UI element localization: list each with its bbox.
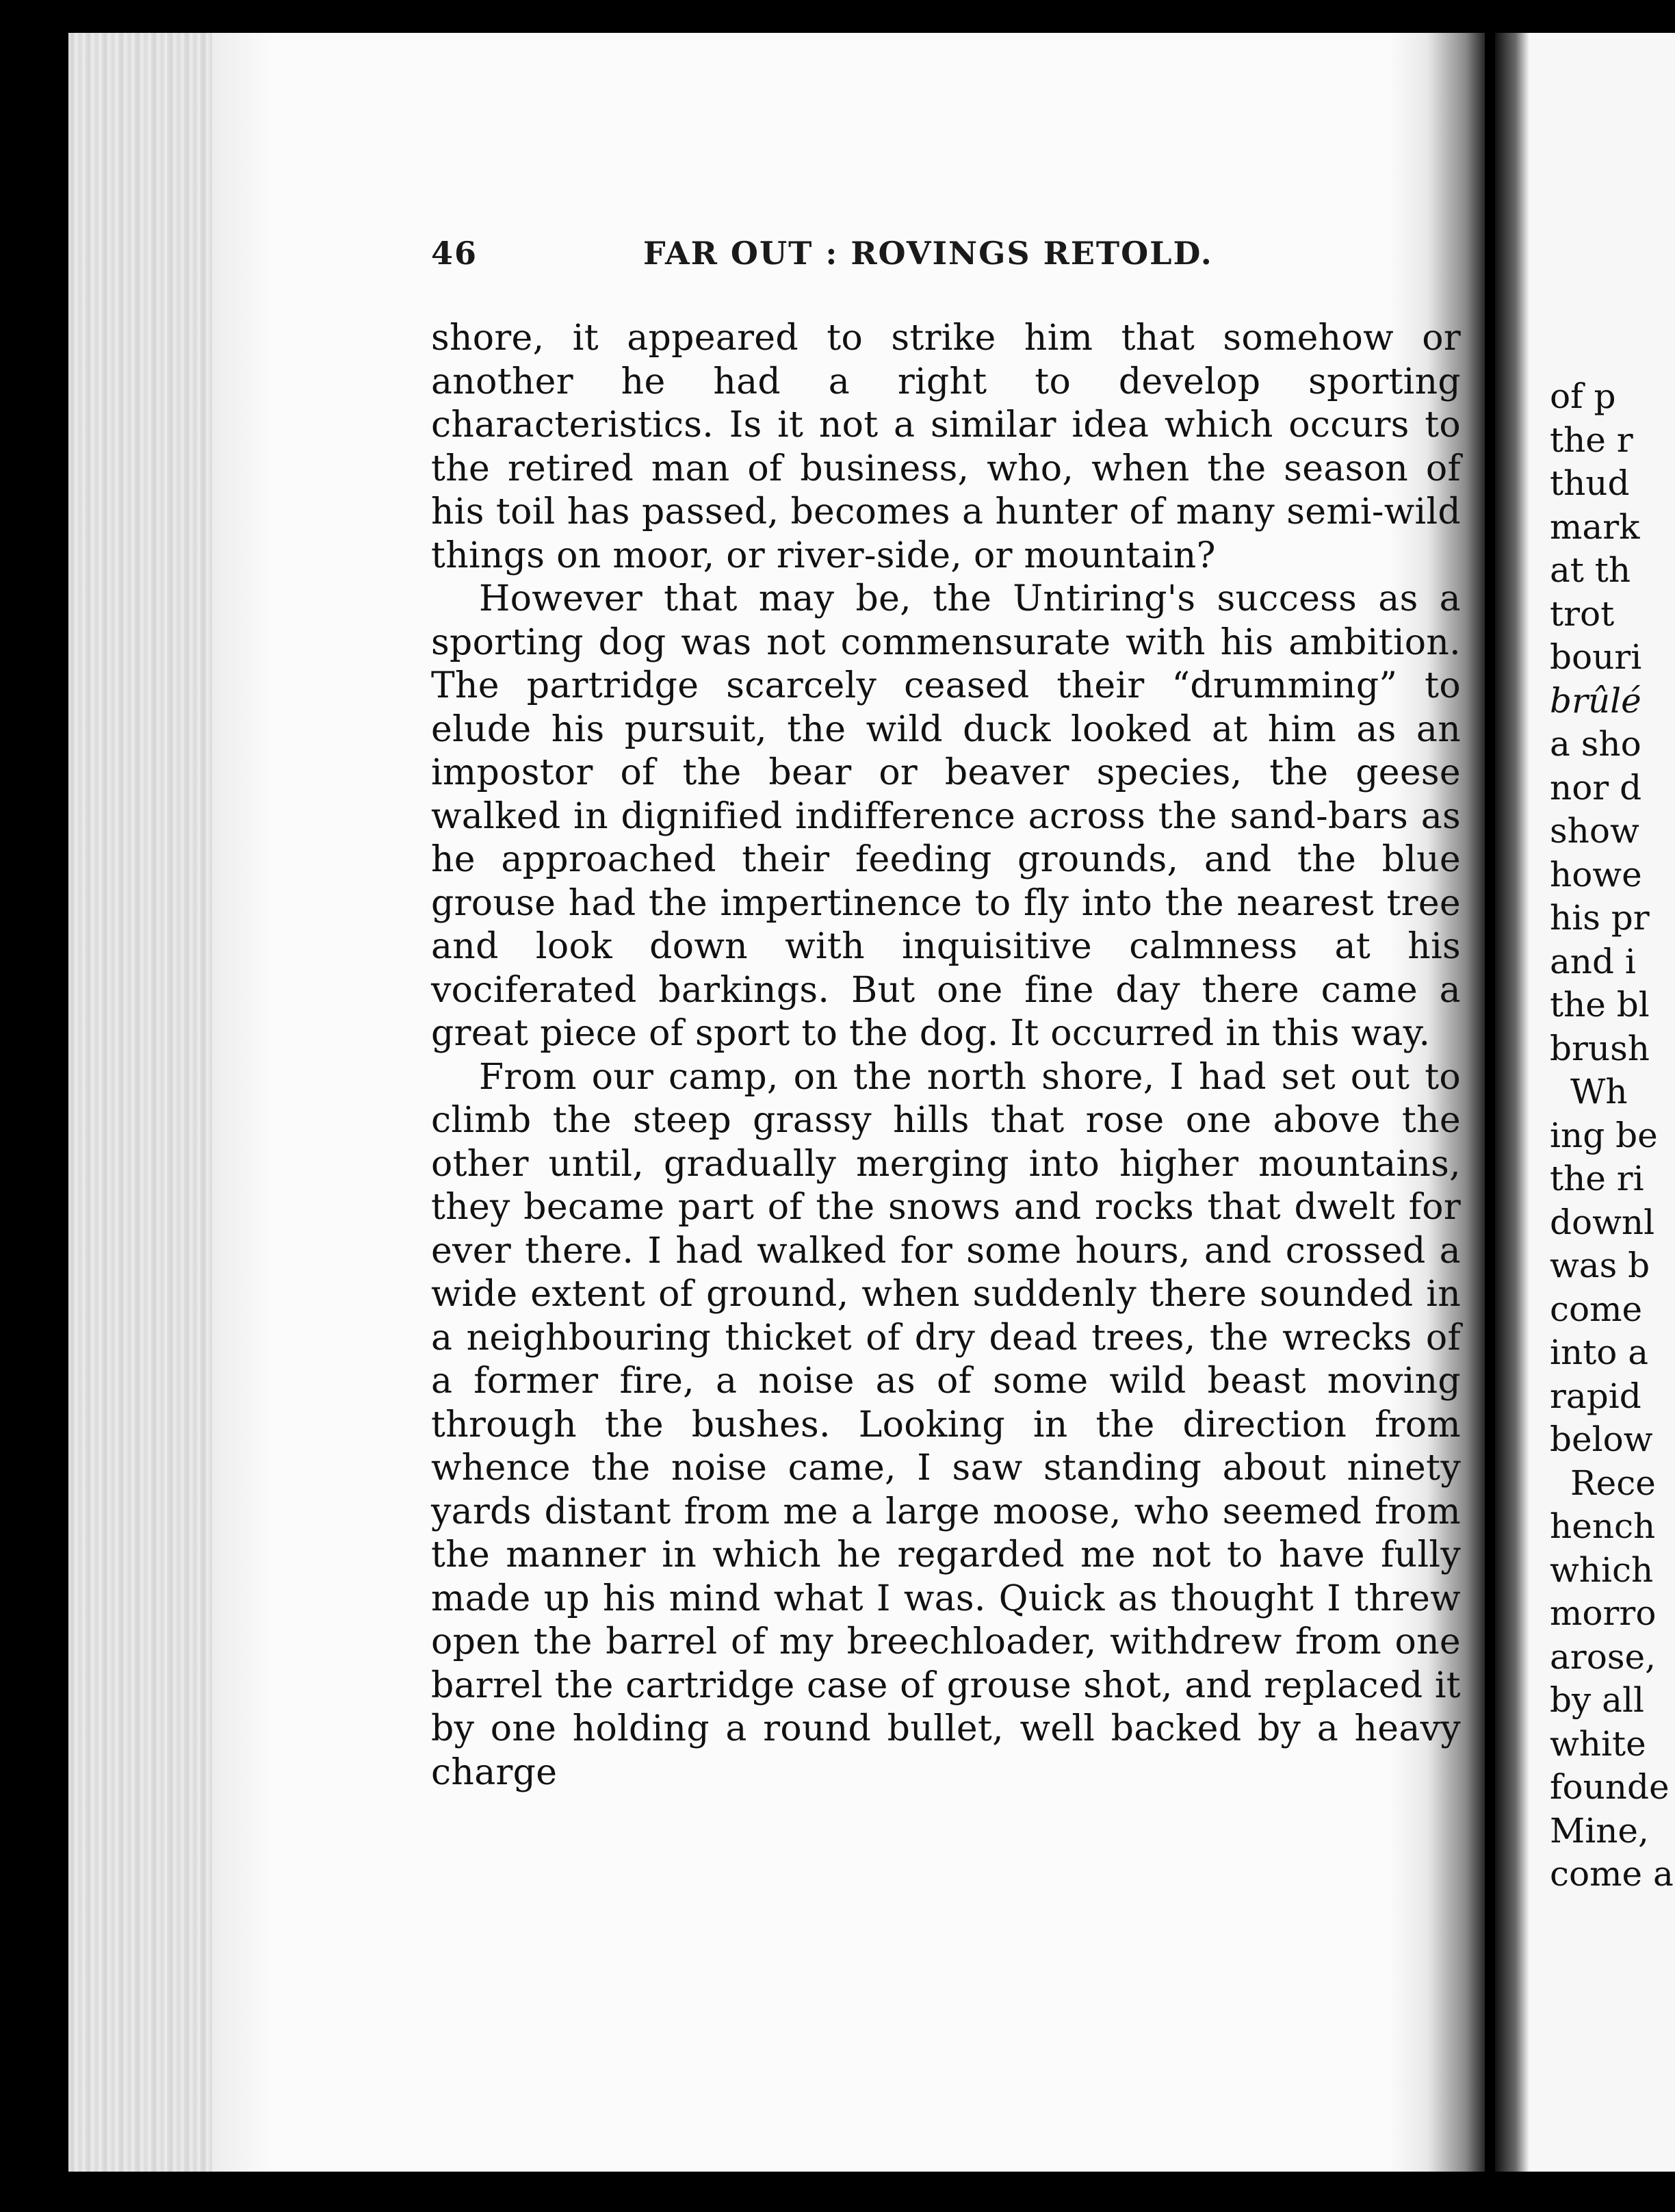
page-edges — [68, 33, 212, 2172]
right-line: his pr — [1550, 898, 1650, 938]
right-line: downl — [1550, 1202, 1655, 1242]
left-page — [68, 33, 1485, 2172]
right-line: founde — [1550, 1767, 1670, 1807]
right-line: show — [1550, 811, 1639, 851]
right-line: the ri — [1550, 1159, 1644, 1198]
right-line: come — [1550, 1289, 1643, 1329]
right-line: which — [1550, 1549, 1654, 1590]
right-line: arose, — [1550, 1636, 1656, 1677]
right-line: below — [1550, 1419, 1653, 1459]
right-line: ing be — [1550, 1115, 1658, 1155]
right-page-gutter-shadow — [1495, 33, 1529, 2172]
right-line: into a — [1550, 1333, 1649, 1372]
right-line: come a — [1550, 1854, 1674, 1894]
paragraph: However that may be, the Untiring's success as a sporting dog was not commensurate with his ambition. The partridge scarcely ceased their “drumming” to elude his pursuit, the wild duck looked at him as an impostor of the bear or beaver species, the geese walked in dignified indifference across the sand-bars as he approached their feeding grounds, and the blue grouse had the impertinence to fly into the nearest tree and look down with inquisitive calmness at his vociferated barkings. But one fine day there came a great piece of sport to the dog. It occurred in this way. — [431, 578, 1461, 1054]
right-line: trot — [1550, 593, 1615, 634]
right-line: hench — [1550, 1506, 1656, 1546]
right-line: Mine, — [1550, 1810, 1649, 1851]
right-line: by all — [1550, 1680, 1644, 1720]
paragraph: From our camp, on the north shore, I had set out to climb the steep grassy hills that rose one above the other until, gradually merging into higher mountains, they became part of the snows and rocks that dwelt for ever there. I had walked for some hours, and crossed a wide extent of ground, when suddenly there sounded in a neighbouring thicket of dry dead trees, the wrecks of a former fire, a noise as of some wild beast moving through the bushes. Looking in the direction from whence the noise came, I saw standing about ninety yards distant from me a large moose, who seemed from the manner in which he regarded me not to have fully made up his mind what I was. Quick as thought I threw open the barrel of my breechloader, withdrew from one barrel the cartridge case of grouse shot, and replaced it by one holding a round bullet, well backed by a heavy charge — [431, 1056, 1461, 1793]
right-line: thud — [1550, 463, 1630, 503]
right-line: Rece — [1570, 1463, 1656, 1503]
right-line: was b — [1550, 1246, 1650, 1285]
right-line: the bl — [1550, 985, 1650, 1025]
right-line: bouri — [1550, 637, 1642, 677]
right-line: howe — [1550, 854, 1642, 895]
right-line: the r — [1550, 420, 1633, 460]
right-line: brush — [1550, 1028, 1650, 1068]
right-line: at th — [1550, 550, 1631, 590]
right-line: a sho — [1550, 724, 1641, 764]
right-line: white — [1550, 1723, 1646, 1764]
page-number: 46 — [431, 235, 478, 272]
right-line: brûlé — [1550, 680, 1641, 721]
right-line: of p — [1550, 376, 1616, 416]
running-head-title: FAR OUT : ROVINGS RETOLD. — [643, 235, 1213, 272]
body-text — [431, 317, 1461, 1795]
right-line: morro — [1550, 1593, 1657, 1633]
paragraph: shore, it appeared to strike him that somehow or another he had a right to develop sporting characteristics. Is it not a similar idea which occurs to the retired man of business, who, when the season of his toil has passed, becomes a hunter of many semi-wild things on moor, or river-side, or mountain? — [431, 318, 1461, 576]
right-line: mark — [1550, 506, 1640, 547]
right-line: and i — [1550, 941, 1636, 981]
right-line: Wh — [1570, 1072, 1628, 1111]
right-line: nor d — [1550, 767, 1642, 808]
right-page-text-fragments — [1550, 375, 1675, 1896]
right-page — [1495, 33, 1675, 2172]
right-line: rapid — [1550, 1376, 1641, 1416]
